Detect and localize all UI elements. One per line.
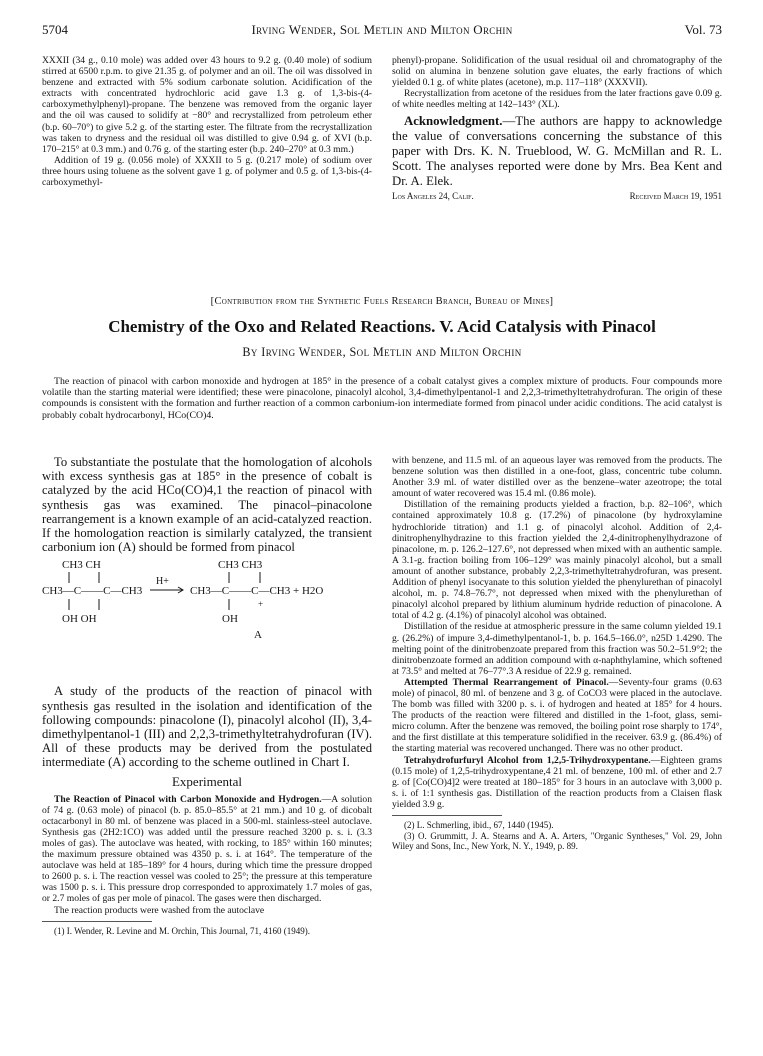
footnote-rule [392,815,502,816]
paragraph: Recrystallization from acetone of the residues from the later fractions gave 0.09 g. of white needles melting at 142–143° (XL). [392,88,722,111]
scheme-right-chain: CH3—C——C—CH3 + H2O [190,585,324,598]
scheme-left-chain: CH3—C——C—CH3 [42,585,143,598]
intro-paragraph: A study of the products of the reaction of pinacol with synthesis gas resulted in the isolation and identification of the following compounds: pinacolone (I), pinacolyl alcohol (II), 3,4-dimethylpentanol-1 (III) and 2,2,3-trimethyltetrahydrofuran (IV). All of these products may be derived from the postulated intermediate (A) according to the scheme outlined in Chart I. [42,684,372,770]
footnote: (3) O. Grummitt, J. A. Stearns and A. A. Arters, "Organic Syntheses," Vol. 29, John Wiley and Sons, Inc., New York, N. Y., 1949, p. 89. [392,830,722,851]
subsection-text: —Seventy-four grams (0.63 mole) of pinacol, 80 ml. of benzene and 3 g. of CoCO3 were placed in the autoclave. The bomb was filled with 3200 p. s. i. of hydrogen and heated at 185° for 4 hours. The products of the reaction were filtered and distilled in the 1-foot, glass, semi-micro column. After the benzene was removed, the boiling point rose sharply to 174°, and the first distillate at this temperature solidified in the receiver. 63.9 g. (86.4%) of the starting material was recovered unchanged. There was no other product. [392,676,722,755]
prev-article-left-column [42,55,372,188]
experimental-paragraph [392,755,722,810]
paragraph: phenyl)-propane. Solidification of the usual residual oil and chromatography of the solid on alumina in benzene solution gave eluates, the early fractions of which yielded 0.1 g. of white plates (acetone), m.p. 117–118° (XXXVII). [392,55,722,89]
byline: By Irving Wender, Sol Metlin and Milton Orchin [242,345,522,359]
subsection-text: —A solution of 74 g. (0.63 mole) of pinacol (b. p. 85.0–85.5° at 21 mm.) and 10 g. of dicobalt octacarbonyl in 80 ml. of benzene was placed in a 500-ml. stainless-steel autoclave. Synthesis gas (2H2:1CO) was added until the pressure reached 3200 p. s. i. (3.3 moles of gas). The autoclave was heated, with rocking, to 185° within 160 minutes; the maximum pressure obtained was 4350 p. s. i. at 164°. The temperature of the autoclave was held at 185–189° for 4 hours, during which time the pressure dropped to 2600 p. s. i. The reaction vessel was cooled to 25°; the pressure at this temperature was 1500 p. s. i. This pressure drop corresponded to approximately 1.7 moles of gas, or 2.7 moles of gas per mole of pinacol. The gases were then discharged. [42,793,372,905]
reaction-scheme [42,556,372,678]
article-title: Chemistry of the Oxo and Related Reactions. V. Acid Catalysis with Pinacol [108,317,656,336]
paragraph: The reaction products were washed from the autoclave [54,904,265,916]
subsection-heading: Tetrahydrofurfuryl Alcohol from 1,2,5-Trihydroxypentane. [404,754,651,766]
running-header [42,22,722,40]
scheme-top-left: CH3 CH [62,559,101,572]
scheme-top-right: CH3 CH3 [218,559,263,572]
subsection-heading: The Reaction of Pinacol with Carbon Monoxide and Hydrogen. [54,793,322,805]
abstract: The reaction of pinacol with carbon monoxide and hydrogen at 185° in the presence of a cobalt catalyst gives a complex mixture of products. Four compounds more volatile than the starting material were identified; these were pinacolone, pinacolyl alcohol, 3,4-dimethylpentanol-1 and 2,2,3-trimethyltetrahydrofuran. The origin of these compounds is consistent with the formation and further reaction of a common carbonium-ion intermediate formed from pinacol under acidic conditions. The acid catalyst is probably cobalt hydrocarbonyl, HCo(CO)4. [42,376,722,421]
running-title: Irving Wender, Sol Metlin and Milton Orchin [251,22,513,37]
footnote: (2) L. Schmerling, ibid., 67, 1440 (1945). [404,820,554,830]
subsection-text: —Eighteen grams (0.15 mole) of 1,2,5-trihydroxypentane,4 21 ml. of benzene, 100 ml. of ether and 2.7 g. of [Co(CO)4]2 were treated at 180–185° for 3 hours in an autoclave with 3,000 p. s. i. of 1:1 synthesis gas. Distillation of the reaction products from a Claisen flask yielded 3.9 g. [392,754,722,810]
paragraph: Addition of 19 g. (0.056 mole) of XXXII to 5 g. (0.217 mole) of sodium over three hours using toluene as the solvent gave 1 g. of polymer and 0.5 g. of 1,3-bis-(4-carboxymethyl- [42,154,372,189]
footnote-rule [42,921,152,922]
main-right-column [392,455,722,852]
catalyst-label: H+ [156,576,169,588]
footnote: (1) I. Wender, R. Levine and M. Orchin, This Journal, 71, 4160 (1949). [54,925,311,936]
intermediate-label: A [254,629,262,642]
experimental-paragraph [392,677,722,755]
page-number: 5704 [42,22,68,37]
section-heading: Experimental [171,773,243,789]
paragraph: Distillation of the remaining products yielded a fraction, b.p. 82–106°, which contained approximately 10.8 g. (17.2%) of pinacolone (by hydroxylamine hydrochloride titration) and 1.1 g. of pinacolyl alcohol. Addition of 2,4-dinitrophenylhydrazine to this fraction yielded the 2,4-dinitrophenylhydrazone of pinacolone, m. p. 126.2–127.6°, not depressed when mixed with an authentic sample. A 3.1-g. fraction boiling from 106–129° was mainly pinacolyl alcohol, but a small amount of another substance, probably 2,2,3-trimethyltetrahydrofuran, was present. Addition of phenyl isocyanate to this solution yielded the phenylurethan of pinacolyl alcohol, m. p. 74.8–76.7°, not depressed when mixed with the phenylurethan of pinacolyl alcohol prepared by lithium aluminum hydride reduction of pinacolone. A total of 4.2 g. (4.1%) of pinacolyl alcohol was obtained. [392,499,722,622]
volume-label: Vol. 73 [684,22,722,37]
experimental-paragraph [42,794,372,905]
acknowledgment-heading: Acknowledgment. [404,114,503,129]
prev-article-right-column [392,55,722,203]
contribution-line: [Contribution from the Synthetic Fuels Research Branch, Bureau of Mines] [210,296,554,307]
article-footer [392,191,722,202]
received-date: Received March 19, 1951 [629,191,722,202]
main-left-column [42,455,372,936]
scheme-bottom-left: OH OH [62,613,97,626]
acknowledgment-text: —The authors are happy to acknowledge the value of conversations concerning the substance of this paper with Drs. K. N. Trueblood, W. G. McMillan and R. L. Scott. The analyses reported were done by Mrs. Bea Kent and Dr. A. Elek. [392,114,722,189]
affiliation-place: Los Angeles 24, Calif. [392,191,474,202]
paragraph: XXXII (34 g., 0.10 mole) was added over 43 hours to 9.2 g. (0.40 mole) of sodium stirred at 6500 r.p.m. to give 21.35 g. of polymer and an oil. The oil was dissolved in benzene and extracted with 5% sodium carbonate solution. Acidification of the extracts with concentrated hydrochloric acid gave 1.3 g. of 1,3-bis-(4-carboxymethylphenyl)-propane. The benzene was removed from the organic layer and the oil was caused to solidify at −80° and recrystallized from petroleum ether (b.p. 60–70°) to give 5.2 g. of the starting ester. The filtrate from the recrystallization was taken to dryness and the residual oil was distilled to give 0.94 g. of XVI (b.p. 170–215° at 0.3 mm.) and 0.76 g. of the starting ester (b.p. 240–270° at 0.3 mm.) [42,55,372,155]
charge-plus: + [258,599,264,610]
scheme-bottom-right: OH [222,613,238,626]
acknowledgment [392,114,722,189]
subsection-heading: Attempted Thermal Rearrangement of Pinacol. [404,676,609,688]
paragraph: with benzene, and 11.5 ml. of an aqueous layer was removed from the products. The benzene solution was then distilled in a one-foot, glass, concentric tube column. Another 3.9 ml. of water distilled over as the benzene–water azeotrope; the total amount of water recovered was 15.4 ml. (0.86 mole). [392,455,722,500]
paragraph: Distillation of the residue at atmospheric pressure in the same column yielded 19.1 g. (26.2%) of impure 3,4-dimethylpentanol-1, b. p. 164.5–166.0°, n25D 1.4290. The melting point of the dinitrobenzoate prepared from this fraction was 50.2–51.9°2; the dinitrobenzoate formed an addition compound with α-naphthylamine, which softened at 73.5° and melted at 76–77°.3 A residue of 22.9 g. remained. [392,621,722,677]
scheme-drawing [42,556,372,678]
intro-paragraph: To substantiate the postulate that the homologation of alcohols with excess synthesis gas at 185° in the presence of cobalt is catalyzed by the acid HCo(CO)4,1 the reaction of pinacol with synthesis gas was examined. The pinacol–pinacolone rearrangement is a known example of an acid-catalyzed reaction. If the homologation reaction is similarly catalyzed, the transient carbonium ion (A) should be formed from pinacol [42,455,372,555]
